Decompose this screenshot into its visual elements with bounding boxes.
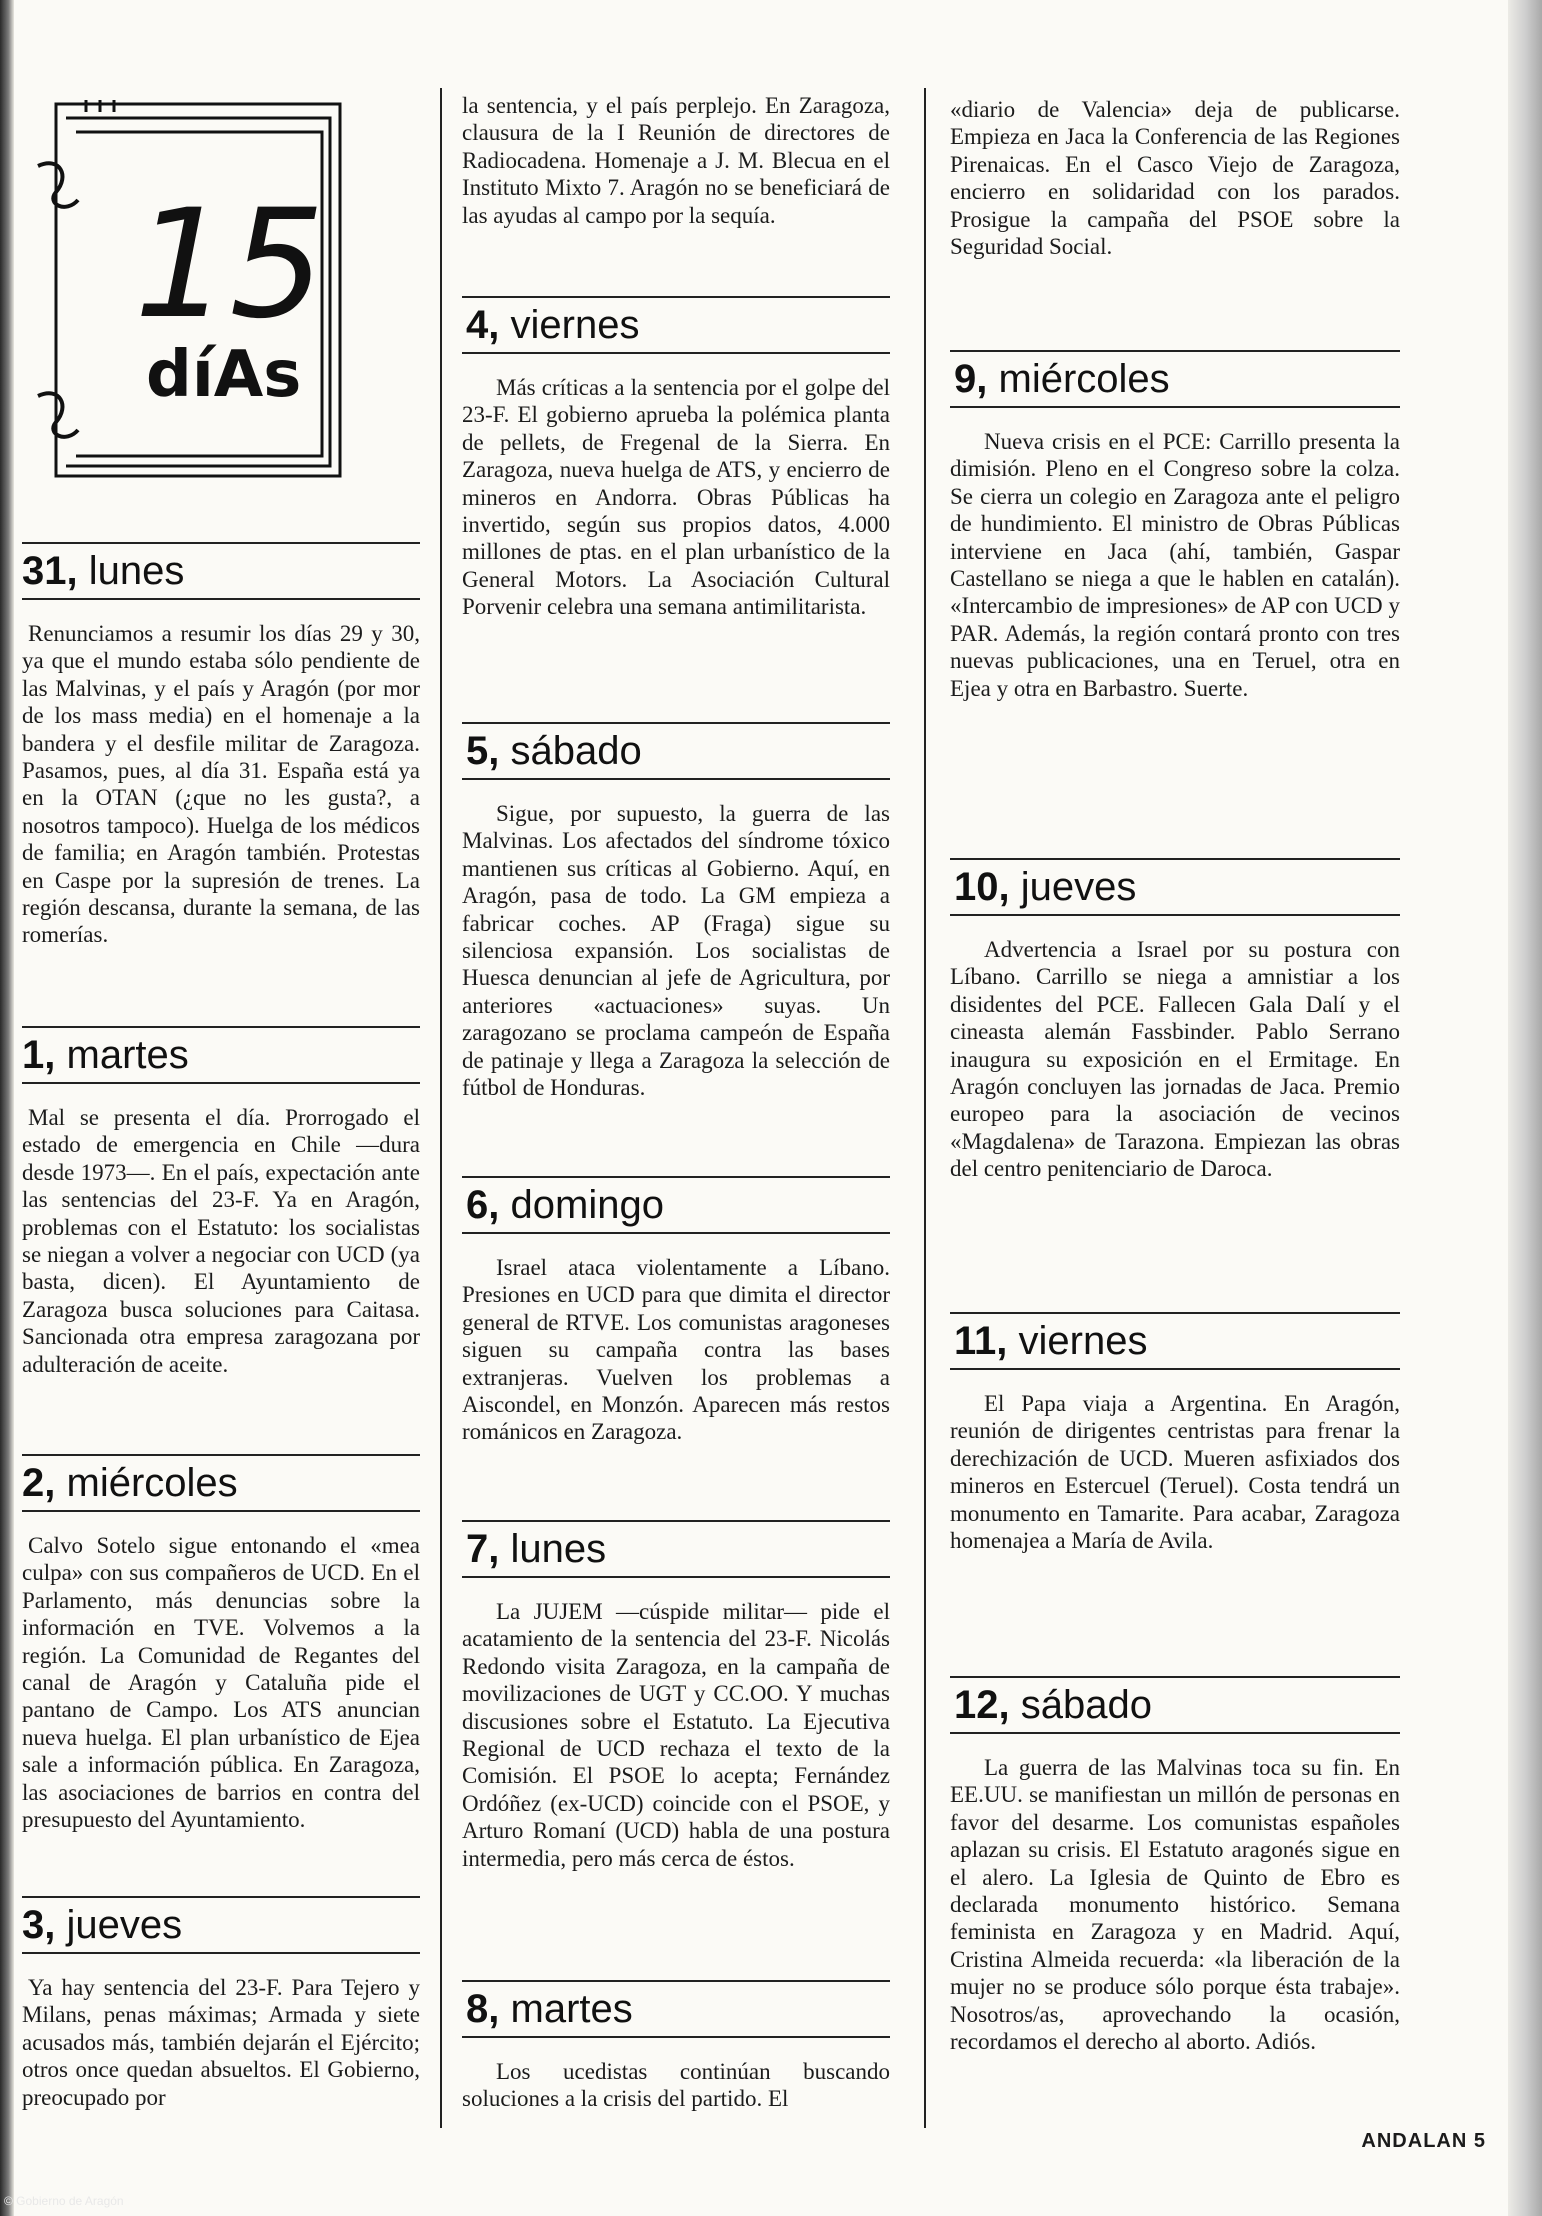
entry-text: Nueva crisis en el PCE: Carrillo presenta la dimisión. Pleno en el Congreso sobre la colza. Se cierra un colegio en Zaragoza ante el peligro de hundimiento. El ministro de Obras Públicas interviene en Jaca (ahí, también, Gaspar Castellano se niega a que le hablen en catalán). «Intercambio de impresiones» de AP con UCD y PAR. Además, la región contará pronto con tres nuevas publicaciones, una en Teruel, otra en Ejea y otra en Barbastro. Suerte. [950,429,1400,701]
page-edge-right [1508,0,1542,2216]
entry-weekday: jueves [1020,865,1137,909]
entry-day-11 [950,1312,1400,1554]
continued-text: la sentencia, y el país perplejo. En Zaragoza, clausura de la I Reunión de directores de Radiocadena. Homenaje a J. M. Blecua en el Instituto Mixto 7. Aragón no se beneficiará de las ayudas al campo por la sequía. [462,93,890,228]
rule [22,598,420,600]
entry-text: Sigue, por supuesto, la guerra de las Malvinas. Los afectados del síndrome tóxico mantienen sus críticas al Gobierno. Aquí, en Aragón, pasa de todo. La GM empieza a fabricar coches. AP (Fraga) sigue su silenciosa expansión. Los socialistas de Huesca denuncian al jefe de Agricultura, por anteriores «actuaciones» suyas. Un zaragozano se proclama campeón de España de patinaje y llega a Zaragoza la selección de fútbol de Honduras. [462,801,890,1101]
logo-number: 15 [134,178,325,352]
entry-day-2 [22,1454,420,1833]
entry-heading: 3, jueves [22,1903,183,1947]
entry-text: La JUJEM —cúspide militar— pide el acatamiento de la sentencia del 23-F. Nicolás Redondo visita Zaragoza, en la campaña de movilizaciones de UGT y CC.OO. Y muchas discusiones sobre el Estatuto. La Ejecutiva Regional de UCD rechaza el texto de la Comisión. El PSOE lo acepta; Fernández Ordóñez (ex-UCD) coincide con el PSOE, y Arturo Romaní (UCD) habla de una postura intermedia, pero más cerca de éstos. [462,1599,890,1871]
calendar-icon [30,96,360,496]
entry-day-number: 3 [22,1903,45,1947]
entry-heading: 31, lunes [22,549,185,593]
entry-text: Israel ataca violentamente a Líbano. Presiones en UCD para que dimita el director general de RTVE. Los comunistas aragoneses siguen su campaña contra las bases extranjeras. Vuelven los problemas a Aiscondel, en Monzón. Aparecen más restos románicos en Zaragoza. [462,1255,890,1445]
entry-day-number: 12 [954,1683,999,1727]
entry-day-number: 31 [22,549,67,593]
page-edge-left [0,0,14,2216]
rule [462,1576,890,1578]
rule [462,1232,890,1234]
entry-weekday: sábado [510,729,642,773]
entry-day-1 [22,1026,420,1378]
entry-weekday: martes [66,1033,189,1077]
page-footer [1361,2130,1486,2153]
entry-heading: 6, domingo [466,1183,664,1227]
rule [22,1510,420,1512]
entry-text: Ya hay sentencia del 23-F. Para Tejero y Milans, penas máximas; Armada y siete acusados más, también dejarán el Ejército; otros once quedan absueltos. El Gobierno, preocupado por [22,1975,420,2110]
rule [22,1082,420,1084]
page-number: 5 [1473,2130,1486,2152]
entry-day-12 [950,1676,1400,2055]
entry-heading: 1, martes [22,1033,189,1077]
entry-weekday: miércoles [998,357,1170,401]
continued-text: «diario de Valencia» deja de publicarse. Empieza en Jaca la Conferencia de las Regiones Pirenaicas. En el Casco Viejo de Zaragoza, encierro en solidaridad con los parados. Prosigue la campaña del PSOE sobre la Seguridad Social. [950,97,1400,260]
entry-day-number: 1 [22,1033,45,1077]
rule [462,2036,890,2038]
entry-text: La guerra de las Malvinas toca su fin. En EE.UU. se manifiestan un millón de personas en favor del desarme. Los comunistas españoles aplazan su crisis. El Estatuto aragonés sigue en el alero. La Iglesia de Quinto de Ebro es declarada monumento histórico. Semana feminista en Zaragoza y en Madrid. Aquí, Cristina Almeida recuerda: «la liberación de la mujer no se produce sólo porque ésta trabaje». Nosotros/as, aprovechando la ocasión, recordamos el derecho al aborto. Adiós. [950,1755,1400,2055]
entry-heading: 12, sábado [954,1683,1152,1727]
entry-heading: 2, miércoles [22,1461,238,1505]
entry-day-9 [950,350,1400,702]
entry-day-31 [22,542,420,949]
rule [950,1732,1400,1734]
entry-day-7 [462,1520,890,1872]
entry-text: El Papa viaja a Argentina. En Aragón, reunión de dirigentes centristas para frenar la derechización de UCD. Mueren asfixiados dos mineros en Estercuel (Teruel). Costa tendrá un monumento en Tamarite. Para acabar, Zaragoza homenajea a María de Avila. [950,1391,1400,1554]
entry-heading: 10, jueves [954,865,1137,909]
magazine-name: ANDALAN [1361,2130,1468,2152]
rule [950,1368,1400,1370]
entry-day-number: 5 [466,729,489,773]
entry-heading: 9, miércoles [954,357,1170,401]
entry-weekday: viernes [1018,1319,1148,1363]
entry-text: Más críticas a la sentencia por el golpe del 23-F. El gobierno aprueba la polémica planta de pellets, de Fregenal de la Sierra. En Zaragoza, nueva huelga de ATS, y encierro de mineros en Andorra. Obras Públicas ha invertido, según sus propios datos, 4.000 millones de ptas. en el plan urbanístico de la General Motors. La Asociación Cultural Porvenir celebra una semana antimilitarista. [462,375,890,620]
entry-day-number: 4 [466,303,489,347]
rule [22,1952,420,1954]
entry-weekday: jueves [66,1903,183,1947]
section-logo [30,96,360,496]
rule [950,914,1400,916]
entry-day-number: 11 [954,1319,997,1363]
entry-weekday: martes [510,1987,633,2031]
entry-day-10 [950,858,1400,1183]
entry-weekday: domingo [510,1183,664,1227]
rule [950,406,1400,408]
entry-weekday: sábado [1020,1683,1152,1727]
entry-heading: 7, lunes [466,1527,607,1571]
column-divider-2 [924,88,926,2128]
entry-text: Mal se presenta el día. Prorrogado el estado de emergencia en Chile —dura desde 1973—. En el país, expectación ante las sentencias del 23-F. Ya en Aragón, problemas con el Estatuto: los socialistas se niegan a volver a negociar con UCD (ya basta, dicen). El Ayuntamiento de Zaragoza busca soluciones para Caitasa. Sancionada otra empresa zaragozana por adulteración de aceite. [22,1105,420,1377]
entry-text: Advertencia a Israel por su postura con Líbano. Carrillo se niega a amnistiar a los disidentes del PCE. Fallecen Gala Dalí y el cineasta alemán Fassbinder. Pablo Serrano inaugura su exposición en el Ermitage. En Aragón concluyen las jornadas de Jaca. Premio europeo para la asociación de vecinos «Magdalena» de Tarazona. Empiezan las obras del centro penitenciario de Daroca. [950,937,1400,1182]
entry-heading: 4, viernes [466,303,640,347]
entry-text: Los ucedistas continúan buscando soluciones a la crisis del partido. El [462,2059,890,2112]
entry-day-number: 10 [954,865,999,909]
entry-day-number: 9 [954,357,977,401]
column-divider-1 [440,88,442,2128]
entry-day-number: 7 [466,1527,489,1571]
rule [462,352,890,354]
entry-heading: 8, martes [466,1987,633,2031]
entry-heading: 5, sábado [466,729,642,773]
entry-weekday: lunes [510,1527,607,1571]
rule [462,778,890,780]
logo-word: díAs [146,338,302,412]
image-credit: © Gobierno de Aragón [4,2194,124,2208]
entry-day-4 [462,296,890,621]
entry-day-6 [462,1176,890,1446]
entry-day-number: 8 [466,1987,489,2031]
entry-day-number: 6 [466,1183,489,1227]
entry-day-3 [22,1896,420,2111]
entry-text: Renunciamos a resumir los días 29 y 30, ya que el mundo estaba sólo pendiente de las Malvinas, y el país y Aragón (por mor de los mass media) en el homenaje a la bandera y el desfile militar de Zaragoza. Pasamos, pues, al día 31. España está ya en la OTAN (¿que no les gusta?, a nosotros tampoco). Huelga de los médicos de familia; en Aragón también. Protestas en Caspe por la supresión de trenes. La región descansa, durante la semana, de las romerías. [22,621,420,948]
entry-weekday: lunes [88,549,185,593]
entry-text: Calvo Sotelo sigue entonando el «mea culpa» con sus compañeros de UCD. En el Parlamento, más denuncias sobre la información en TVE. Volvemos a la región. La Comunidad de Regantes del canal de Aragón y Cataluña pide el pantano de Campo. Los ATS anuncian nueva huelga. El plan urbanístico de Ejea sale a información pública. En Zaragoza, las asociaciones de barrios en contra del presupuesto del Ayuntamiento. [22,1533,420,1833]
entry-weekday: miércoles [66,1461,238,1505]
entry-day-5 [462,722,890,1101]
entry-day-number: 2 [22,1461,45,1505]
entry-day-8 [462,1980,890,2113]
entry-weekday: viernes [510,303,640,347]
entry-heading: 11, viernes [954,1319,1148,1363]
